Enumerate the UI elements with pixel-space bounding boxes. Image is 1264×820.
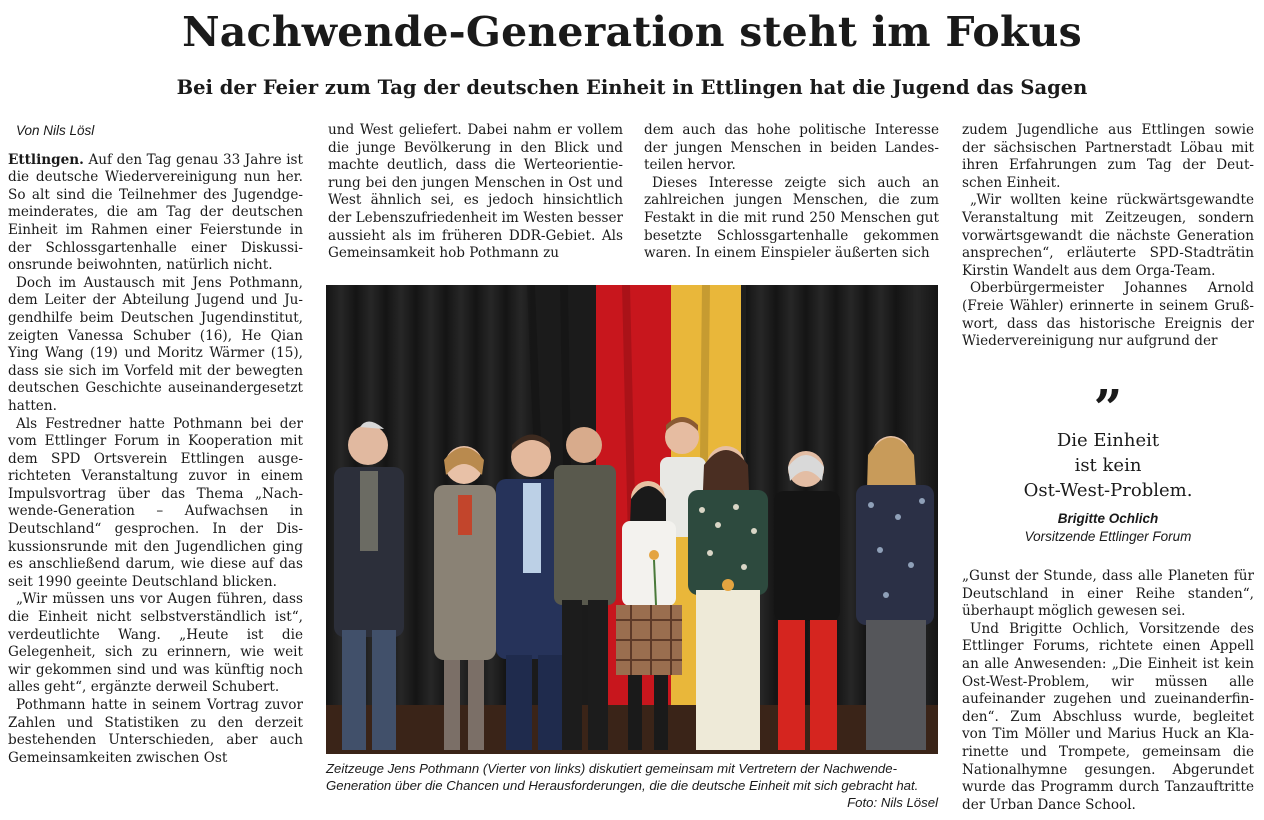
paragraph xyxy=(8,152,303,275)
article-column-4 xyxy=(962,122,1254,351)
quote-line: ist kein xyxy=(1074,455,1142,476)
quote-author-role: Vorsitzende Ettlinger Forum xyxy=(1024,529,1192,544)
article-column-2 xyxy=(328,122,623,263)
paragraph: „Wir müssen uns vor Augen führen, dass die Einheit nicht selbstverständlich ist“, verdeutlichte Wang. „Heute ist die Gelegenheit, sich zu erinnern, wie weit wir gekommen sind und was künftig noch alles geht“, ergänzte derweil Schubert. xyxy=(8,591,303,696)
caption-text: Zeitzeuge Jens Pothmann (Vierter von links) diskutiert gemeinsam mit Vertretern der Nachwende-Generation über die Chancen und Herausforderungen, die die deutsche Einheit mit sich gebracht hat. xyxy=(326,761,919,793)
paragraph: Oberbürgermeister Johannes Arnold (Freie Wähler) erinnerte in seinem Grußwort, dass das historische Ereignis der Wiedervereinigung nur aufgrund der xyxy=(962,280,1254,350)
paragraph: Und Brigitte Ochlich, Vorsitzende des Ettlinger Forums, richtete einen Appell an alle Anwesenden: „Die Einheit ist kein Ost-West-Problem, wir müssen alle aufeinander zugehen und zueinanderfinden“. Zum Abschluss wurde, begleitet von Tim Möller und Marius Huck an Klarinette und Trompete, gemeinsam die Nationalhymne gesungen. Abgerundet wurde das Programm durch Tanzauftritte der Urban Dance School. xyxy=(962,620,1254,813)
group-photo-illustration xyxy=(326,285,938,754)
photo-credit: Foto: Nils Lösel xyxy=(847,795,938,810)
paragraph: „Gunst der Stunde, dass alle Planeten für Deutschland in einer Reihe standen“, überhaupt möglich gewesen sei. xyxy=(962,568,1254,620)
pull-quote xyxy=(962,378,1254,544)
paragraph: Pothmann hatte in seinem Vortrag zuvor Zahlen und Statistiken zu den derzeit bestehenden Unterschieden, aber auch Gemeinsamkeiten zwischen Ost xyxy=(8,697,303,766)
paragraph: Dieses Interesse zeigte sich auch an zahlreichen jungen Menschen, die zum Festakt in die mit rund 250 Menschen gut besetzte Schlossgartenhalle gekommen waren. In einem Einspieler äußerten sich xyxy=(644,174,939,262)
paragraph: „Wir wollten keine rückwärtsgewandte Veranstaltung mit Zeitzeugen, sondern vorwärtsgewandt die nächste Generation ansprechen“, erläuterte SPD-Stadträtin Kirstin Wandelt aus dem Orga-Team. xyxy=(962,192,1254,279)
quote-author: Brigitte Ochlich xyxy=(1057,511,1159,526)
headline: Nachwende-Generation steht im Fokus xyxy=(182,8,1082,56)
byline: Von Nils Lösl xyxy=(16,123,95,138)
article-column-4-continued xyxy=(962,568,1254,814)
quote-line: Die Einheit xyxy=(1056,430,1160,451)
paragraph: Als Festredner hatte Pothmann bei der vom Ettlinger Forum in Kooperation mit dem SPD Ortsverein Ettlingen ausgerichteten Veranstaltung zuvor in einem Impulsvortrag über das Thema „Nachwende-Generation – Aufwachsen in Deutschland“ gesprochen. In der Diskussionsrunde mit den Jugendlichen ging es anschließend darum, wie diese auf das seit 1990 geeinte Deutschland blicken. xyxy=(8,415,303,590)
dateline: Ettlingen. xyxy=(8,151,84,168)
article-column-3 xyxy=(644,122,939,263)
photo-caption xyxy=(326,760,938,811)
quote-line: Ost-West-Problem. xyxy=(1023,480,1193,501)
quote-text xyxy=(962,428,1254,503)
paragraph: zudem Jugendliche aus Ettlingen sowie der sächsischen Partnerstadt Löbau mit ihren Erfahrungen zum Tag der Deutschen Einheit. xyxy=(962,122,1254,191)
paragraph: Doch im Austausch mit Jens Pothmann, dem Leiter der Abteilung Jugend und Jugendhilfe beim Deutschen Jugendinstitut, zeigten Vanessa Schuber (16), He Qian Ying Wang (19) und Moritz Wärmer (15), dass sie sich im Vorfeld mit der bewegten deutschen Geschichte auseinandergesetzt hatten. xyxy=(8,274,303,414)
paragraph: dem auch das hohe politische Interesse der jungen Menschen in beiden Landesteilen hervor. xyxy=(644,122,939,174)
article-column-1 xyxy=(8,122,303,767)
paragraph-text: Auf den Tag genau 33 Jahre ist die deutsche Wiedervereinigung nun her. So alt sind die Teilnehmer des Jugendgemeinderates, die am Tag der deutschen Einheit im Rahmen einer Feierstunde in der Schlossgartenhalle einer Diskussionsrunde beiwohnten, natürlich nicht. xyxy=(8,151,303,274)
subheadline: Bei der Feier zum Tag der deutschen Einheit in Ettlingen hat die Jugend das Sagen xyxy=(176,76,1088,99)
paragraph: und West geliefert. Dabei nahm er vollem die junge Bevölkerung in den Blick und machte deutlich, dass die Werteorientierung bei den jungen Menschen in Ost und West ähnlich sei, es jedoch hinsichtlich der Lebenszufriedenheit im Westen besser aussieht als im früheren DDR-Gebiet. Als Gemeinsamkeit hob Pothmann zu xyxy=(328,122,623,262)
group-photo xyxy=(326,285,938,754)
quote-mark-icon: ” xyxy=(1093,378,1123,437)
